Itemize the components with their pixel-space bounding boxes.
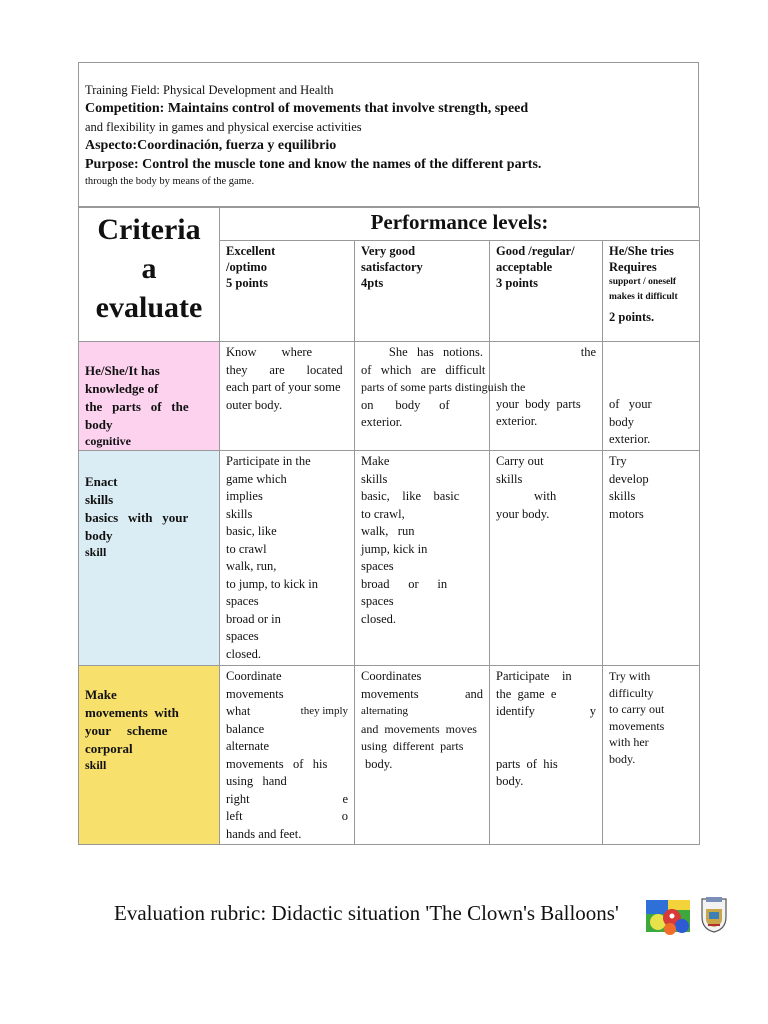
- competition-line-2: and flexibility in games and physical exercise activities: [85, 120, 362, 134]
- criterion-basic-skills: Enact skills basics with your body skill: [79, 451, 220, 666]
- cell-movements-excellent: Coordinate movements what they imply balance alternate movements of his using hand right e left o hands and feet.: [220, 666, 355, 845]
- level-excellent: Excellent /optimo 5 points: [220, 241, 355, 342]
- school-crest-logo: [700, 895, 728, 933]
- cell-movements-good: Participate in the game e identify y parts of his body.: [490, 666, 603, 845]
- level-very-good: Very good satisfactory 4pts: [355, 241, 490, 342]
- rubric-sheet: [78, 62, 699, 845]
- level-tries: He/She tries Requires support / oneself makes it difficult 2 points.: [603, 241, 700, 342]
- cell-skills-excellent: Participate in the game which implies skills basic, like to crawl walk, run, to jump, to kick in spaces broad or in spaces closed.: [220, 451, 355, 666]
- training-field: Training Field: Physical Development and Health: [85, 83, 334, 97]
- rubric-caption: Evaluation rubric: Didactic situation 'The Clown's Balloons': [114, 901, 619, 925]
- cell-skills-very-good: Make skills basic, like basic to crawl, walk, run jump, kick in spaces broad or in spaces closed.: [355, 451, 490, 666]
- cell-movements-very-good: Coordinates movements and alternating and movements moves using different parts body.: [355, 666, 490, 845]
- cell-knowledge-tries: of your body exterior.: [603, 342, 700, 451]
- level-good: Good /regular/ acceptable 3 points: [490, 241, 603, 342]
- cell-skills-tries: Try develop skills motors: [603, 451, 700, 666]
- cell-knowledge-very-good: She has notions. of which are difficult parts of some parts distinguish the on body of exterior.: [355, 342, 490, 451]
- aspect-line: Aspecto:Coordinación, fuerza y equilibrio: [85, 138, 337, 153]
- cell-knowledge-good: the your body parts exterior.: [490, 342, 603, 451]
- rubric-table: [78, 207, 700, 845]
- clown-balloons-logo: [644, 896, 694, 938]
- criterion-knowledge: He/She/It has knowledge of the parts of the body cognitive: [79, 342, 220, 451]
- rubric-header: [78, 62, 699, 207]
- cell-knowledge-excellent: Know where they are located each part of your some outer body.: [220, 342, 355, 451]
- criteria-header: Criteria a evaluate: [79, 208, 220, 342]
- cell-skills-good: Carry out skills with your body.: [490, 451, 603, 666]
- performance-levels-title: Performance levels:: [220, 208, 700, 241]
- cell-movements-tries: Try with difficulty to carry out movements with her body.: [603, 666, 700, 845]
- purpose-sub: through the body by means of the game.: [85, 176, 255, 187]
- competition-line: Competition: Maintains control of movements that involve strength, speed: [85, 101, 529, 116]
- criterion-movements: Make movements with your scheme corporal skill: [79, 666, 220, 845]
- purpose-line: Purpose: Control the muscle tone and know the names of the different parts.: [85, 157, 542, 172]
